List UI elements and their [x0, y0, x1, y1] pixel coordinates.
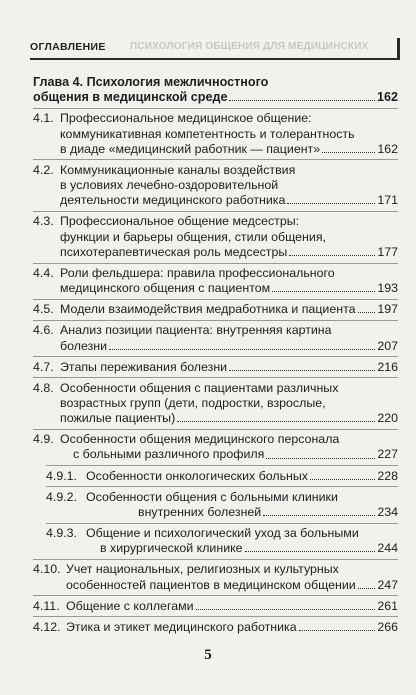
toc-entry-number: 4.9. — [33, 432, 54, 447]
toc-entry-number: 4.3. — [33, 214, 54, 229]
toc-entry-text: Коммуникационные каналы воздействия в условиях лечебно-оздоровительной деятельности медицинского работника 171 — [60, 162, 398, 208]
entry-divider — [33, 108, 398, 109]
toc-entry-text: Роли фельдшера: правила профессионального медицинского общения с пациентом 193 — [60, 265, 398, 296]
toc-entry-4-1[interactable] — [33, 111, 398, 165]
running-head — [30, 38, 400, 62]
toc-page-number: 244 — [377, 541, 398, 556]
toc-page-number: 261 — [377, 598, 398, 613]
dot-leader — [358, 311, 376, 313]
toc-page-number: 227 — [377, 447, 398, 462]
toc-page-number: 162 — [376, 90, 398, 105]
toc-page-number: 247 — [377, 577, 398, 592]
toc-page-number: 234 — [377, 504, 398, 519]
toc-entry-text: Профессиональное общение медсестры: функции и барьеры общения, стили общения, психотерапевтическая роль медсестры 177 — [60, 214, 398, 259]
toc-entry-text: Этика и этикет медицинского работника 266 — [66, 619, 398, 634]
toc-entry-number: 4.10. — [33, 562, 61, 577]
toc-entry-4-10[interactable] — [33, 562, 398, 598]
toc-entry-text: Особенности общения с пациентами различных возрастных групп (дети, подростки, взрослые, пожилые пациенты) 220 — [60, 380, 398, 426]
entry-divider — [33, 263, 398, 264]
header-corner-rule — [397, 38, 400, 60]
entry-divider — [33, 429, 398, 430]
page-number: 5 — [204, 647, 212, 663]
header-rule — [30, 58, 398, 60]
toc-page-number: 193 — [377, 281, 398, 296]
toc-entry-text: Особенности общения медицинского персонала с больными различного профиля 227 — [60, 432, 398, 462]
toc-page-number: 216 — [377, 359, 398, 374]
toc-entry-text: Общение и психологический уход за больными в хирургической клинике 244 — [86, 526, 398, 556]
toc-page-number: 207 — [377, 338, 398, 353]
toc-entry-number: 4.12. — [33, 619, 61, 634]
dot-leader — [229, 369, 375, 371]
dot-leader — [289, 254, 375, 256]
toc-entry-text: Особенности общения с больными клиники внутренних болезней 234 — [86, 489, 398, 519]
toc-entry-4-2[interactable] — [33, 163, 398, 217]
toc-entry-text: Глава 4. Психология межличностного общения в медицинской среде 162 — [33, 75, 398, 105]
toc-entry-number: 4.7. — [33, 359, 54, 374]
dot-leader — [322, 151, 375, 153]
toc-entry-4-4[interactable] — [33, 266, 398, 302]
toc-entry-number: 4.9.1. — [46, 468, 78, 483]
toc-entry-text: Модели взаимодействия медработника и пациента 197 — [60, 302, 398, 317]
toc-entry-text: Учет национальных, религиозных и культурных особенностей пациентов в медицинском общении 247 — [66, 562, 398, 592]
toc-entry-number: 4.5. — [33, 302, 54, 317]
entry-divider — [46, 523, 398, 524]
toc-page-number: 266 — [377, 619, 398, 634]
toc-page-number: 177 — [377, 244, 398, 259]
dot-leader — [272, 290, 375, 292]
entry-divider — [33, 299, 398, 300]
dot-leader — [109, 348, 375, 350]
toc-entry-4-9[interactable] — [33, 432, 398, 468]
dot-leader — [358, 587, 376, 589]
entry-divider — [33, 320, 398, 321]
dot-leader — [299, 629, 376, 631]
dot-leader — [287, 202, 375, 204]
entry-divider — [33, 616, 398, 617]
toc-entry-4-9-3[interactable] — [33, 526, 398, 562]
entry-divider — [33, 377, 398, 378]
toc-entry-number: 4.9.3. — [46, 526, 78, 541]
entry-divider — [33, 595, 398, 596]
toc-entry-4-11[interactable] — [33, 599, 398, 617]
toc-entry-number: 4.4. — [33, 265, 54, 280]
toc-page-number: 197 — [377, 302, 398, 317]
toc-entry-number: 4.1. — [33, 111, 54, 126]
toc-entry-text: Общение с коллегами 261 — [66, 598, 398, 613]
toc-page-number: 162 — [377, 141, 398, 156]
toc-entry-4-7[interactable] — [33, 360, 398, 378]
entry-divider — [46, 465, 398, 466]
dot-leader — [245, 550, 376, 552]
entry-divider — [33, 159, 398, 160]
toc-entry-4-12[interactable] — [33, 620, 398, 638]
toc-entry-number: 4.2. — [33, 162, 54, 177]
toc-entry-number: 4.6. — [33, 323, 54, 338]
toc-page-number: 228 — [377, 468, 398, 483]
section-title: ОГЛАВЛЕНИЕ — [30, 41, 106, 53]
toc-entry-4-9-1[interactable] — [33, 469, 398, 487]
dot-leader — [196, 608, 376, 610]
toc-entry-text: Анализ позиции пациента: внутренняя картина болезни 207 — [60, 323, 398, 353]
toc-entry-number: 4.8. — [33, 380, 54, 395]
entry-divider — [33, 211, 398, 212]
entry-divider — [33, 559, 398, 560]
dot-leader — [177, 420, 375, 422]
toc-entry-text: Этапы переживания болезни 216 — [60, 359, 398, 374]
toc-entry-number: 4.11. — [33, 598, 60, 613]
toc-entry-4-8[interactable] — [33, 381, 398, 435]
toc-entry-4-9-2[interactable] — [33, 490, 398, 526]
toc-page-number: 220 — [377, 411, 398, 426]
toc-entry-number: 4.9.2. — [46, 489, 78, 504]
dot-leader — [229, 99, 375, 101]
toc-entry-text: Особенности онкологических больных 228 — [86, 468, 398, 483]
toc-entry-text: Профессиональное медицинское общение: коммуникативная компетентность и толерантность в диаде «медицинский работник — пациент» 162 — [60, 111, 398, 156]
dot-leader — [310, 478, 375, 480]
entry-divider — [46, 486, 398, 487]
toc-page-number: 171 — [377, 193, 398, 208]
toc-entry-chapter-4[interactable] — [33, 75, 398, 111]
toc-entry-4-6[interactable] — [33, 323, 398, 359]
dot-leader — [266, 457, 375, 459]
toc-entry-4-3[interactable] — [33, 214, 398, 268]
entry-divider — [33, 356, 398, 357]
show-through-text: ПСИХОЛОГИЯ ОБЩЕНИЯ ДЛЯ МЕДИЦИНСКИХ — [130, 41, 369, 52]
dot-leader — [263, 514, 375, 516]
toc-entry-4-5[interactable] — [33, 302, 398, 320]
